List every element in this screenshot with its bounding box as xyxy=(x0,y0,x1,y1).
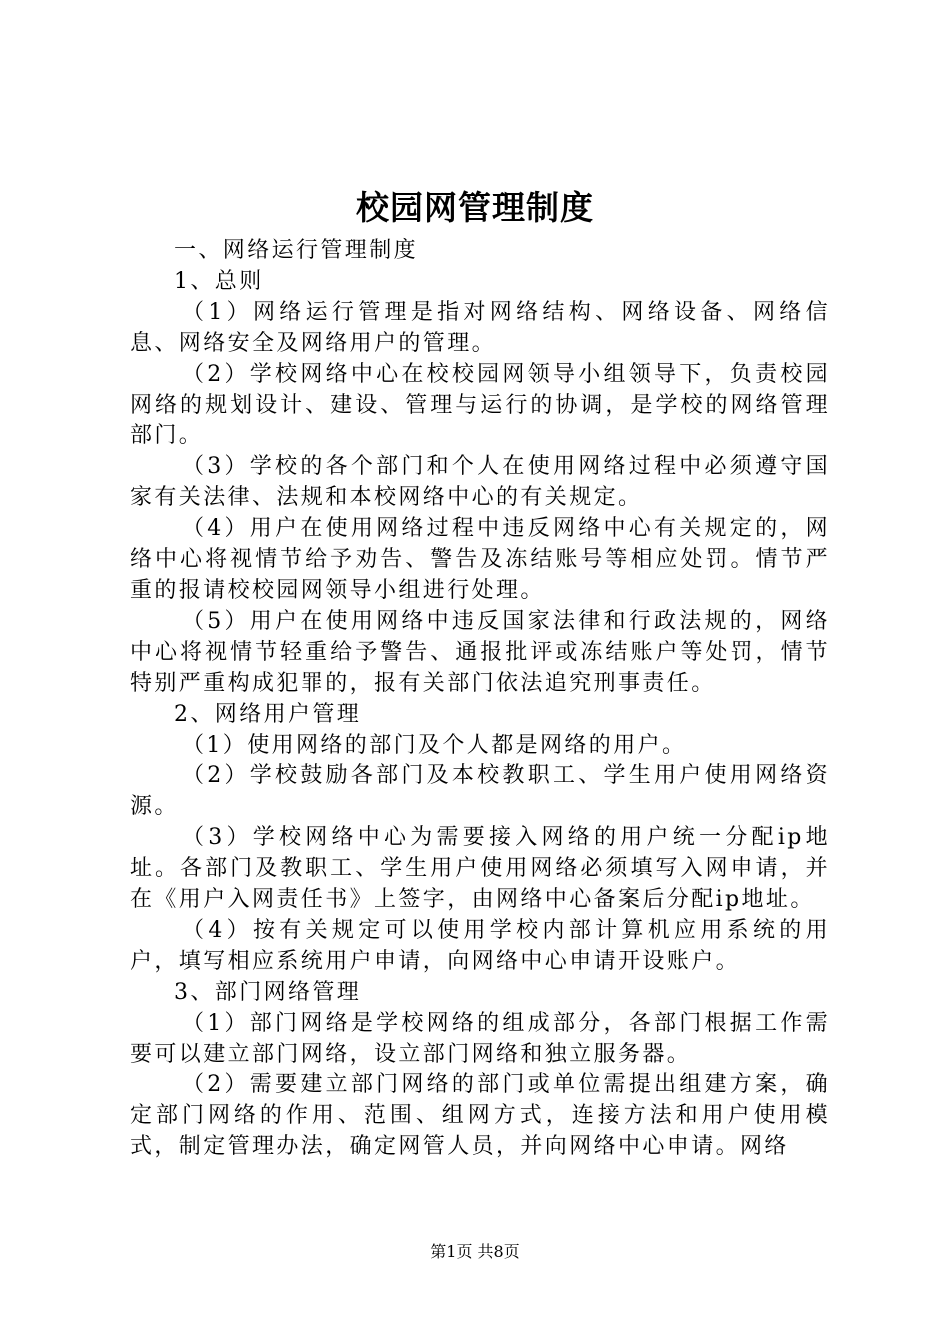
paragraph: （1）网络运行管理是指对网络结构、网络设备、网络信息、网络安全及网络用户的管理。 xyxy=(130,299,830,356)
section-heading-network-operation: 一、网络运行管理制度 xyxy=(174,238,419,263)
subsection-heading-user-management: 2、网络用户管理 xyxy=(174,701,362,727)
paragraph: （1）部门网络是学校网络的组成部分，各部门根据工作需要可以建立部门网络，设立部门网络和独立服务器。 xyxy=(130,1010,830,1067)
page-number-footer: 第1页 共8页 xyxy=(430,1242,520,1261)
subsection-heading-general: 1、总则 xyxy=(174,268,264,294)
paragraph: （5）用户在使用网络中违反国家法律和行政法规的，网络中心将视情节轻重给予警告、通报批评或冻结账户等处罚，情节特别严重构成犯罪的，报有关部门依法追究刑事责任。 xyxy=(130,608,830,696)
document-body xyxy=(130,236,830,1163)
paragraph: （3）学校的各个部门和个人在使用网络过程中必须遵守国家有关法律、法规和本校网络中心的有关规定。 xyxy=(130,454,830,511)
paragraph: （1）使用网络的部门及个人都是网络的用户。 xyxy=(182,732,687,758)
document-title: 校园网管理制度 xyxy=(356,188,594,227)
paragraph: （3）学校网络中心为需要接入网络的用户统一分配ip地址。各部门及教职工、学生用户使用网络必须填写入网申请，并在《用户入网责任书》上签字，由网络中心备案后分配ip地址。 xyxy=(130,825,830,913)
paragraph: （4）用户在使用网络过程中违反网络中心有关规定的，网络中心将视情节给予劝告、警告及冻结账号等相应处罚。情节严重的报请校校园网领导小组进行处理。 xyxy=(130,516,830,603)
paragraph: （2）学校鼓励各部门及本校教职工、学生用户使用网络资源。 xyxy=(130,763,830,820)
subsection-heading-department-network: 3、部门网络管理 xyxy=(174,979,362,1005)
paragraph: （2）学校网络中心在校校园网领导小组领导下，负责校园网络的规划设计、建设、管理与运行的协调，是学校的网络管理部门。 xyxy=(130,361,830,449)
paragraph: （4）按有关规定可以使用学校内部计算机应用系统的用户，填写相应系统用户申请，向网络中心申请开设账户。 xyxy=(130,917,830,974)
paragraph: （2）需要建立部门网络的部门或单位需提出组建方案，确定部门网络的作用、范围、组网方式，连接方法和用户使用模式，制定管理办法，确定网管人员，并向网络中心申请。网络 xyxy=(130,1072,830,1160)
